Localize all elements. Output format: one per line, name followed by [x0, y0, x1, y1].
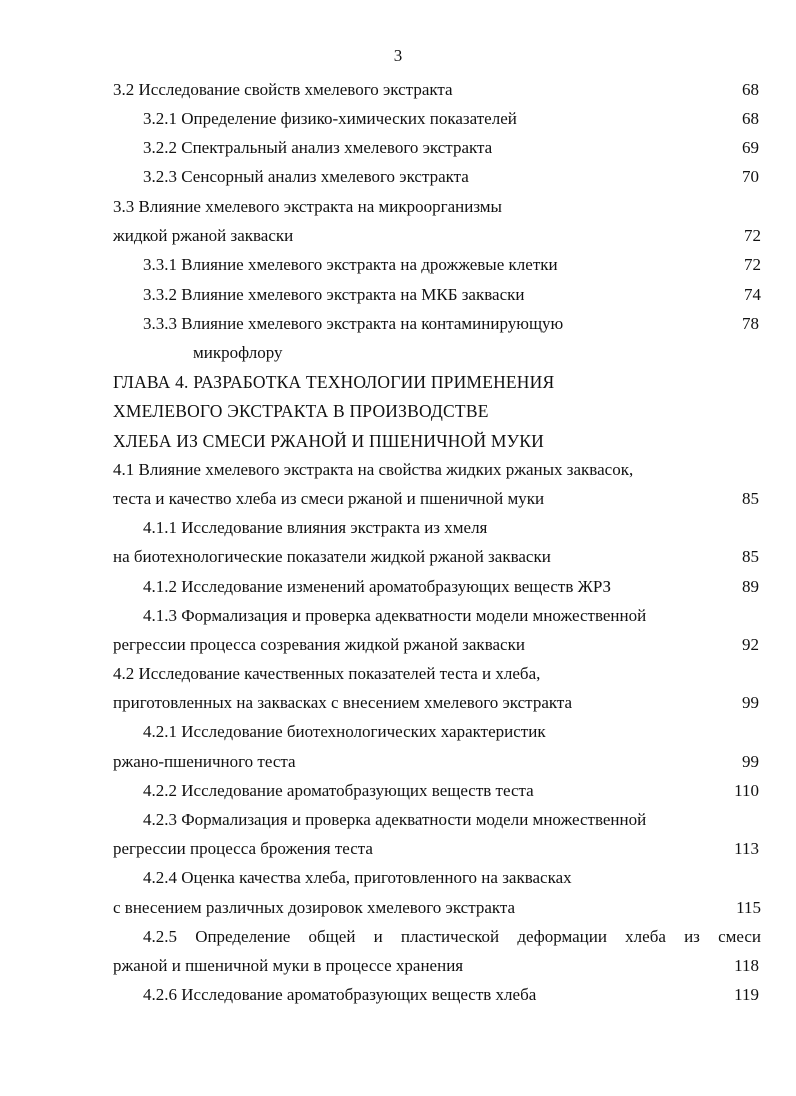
toc-page-3-2-1: 68: [742, 109, 759, 128]
toc-entry-4-1-2: 4.1.2 Исследование изменений ароматобразующих веществ ЖРЗ: [143, 577, 612, 596]
toc-entry-4-1: 4.1 Влияние хмелевого экстракта на свойства жидких ржаных заквасок,: [113, 460, 634, 479]
toc-page-3-2: 68: [742, 80, 759, 99]
toc-page-4-2-4: 115: [736, 898, 761, 917]
toc-page-4-1-2: 89: [742, 577, 759, 596]
toc-entry-4-2-5: 4.2.5 Определение общей и пластической деформации хлеба из смеси: [143, 927, 761, 946]
toc-entry-3-3-2: 3.3.2 Влияние хмелевого экстракта на МКБ закваски: [143, 285, 525, 304]
chapter-heading-line-2: ХМЕЛЕВОГО ЭКСТРАКТА В ПРОИЗВОДСТВЕ: [113, 401, 489, 421]
toc-entry-4-2-cont: приготовленных на заквасках с внесением хмелевого экстракта: [113, 693, 573, 712]
toc-entry-4-2-1-cont: ржано-пшеничного теста: [113, 752, 296, 771]
toc-entry-3-3: 3.3 Влияние хмелевого экстракта на микроорганизмы: [113, 197, 502, 216]
chapter-heading-line-1: ГЛАВА 4. РАЗРАБОТКА ТЕХНОЛОГИИ ПРИМЕНЕНИЯ: [113, 372, 555, 392]
toc-page-4-1-1: 85: [742, 547, 759, 566]
toc-entry-4-1-3: 4.1.3 Формализация и проверка адекватности модели множественной: [143, 606, 647, 625]
toc-entry-4-2-3: 4.2.3 Формализация и проверка адекватности модели множественной: [143, 810, 647, 829]
toc-entry-3-2: 3.2 Исследование свойств хмелевого экстракта: [113, 80, 453, 99]
toc-entry-3-3-cont: жидкой ржаной закваски: [113, 226, 294, 245]
toc-entry-4-1-3-cont: регрессии процесса созревания жидкой ржаной закваски: [113, 635, 525, 654]
toc-entry-4-2-1: 4.2.1 Исследование биотехнологических характеристик: [143, 722, 546, 741]
toc-page-3-2-2: 69: [742, 138, 759, 157]
toc-entry-4-2-4-cont: с внесением различных дозировок хмелевого экстракта: [113, 898, 516, 917]
toc-page-4-2-3: 113: [734, 839, 759, 858]
toc-page-3-3-1: 72: [744, 255, 761, 274]
toc-entry-4-2: 4.2 Исследование качественных показателей теста и хлеба,: [113, 664, 541, 683]
toc-page-3-3-2: 74: [744, 285, 761, 304]
toc-page-4-2-1: 99: [742, 752, 759, 771]
toc-entry-4-2-3-cont: регрессии процесса брожения теста: [113, 839, 373, 858]
toc-entry-3-3-1: 3.3.1 Влияние хмелевого экстракта на дрожжевые клетки: [143, 255, 558, 274]
chapter-heading-line-3: ХЛЕБА ИЗ СМЕСИ РЖАНОЙ И ПШЕНИЧНОЙ МУКИ: [113, 431, 544, 451]
toc-entry-3-2-2: 3.2.2 Спектральный анализ хмелевого экстракта: [143, 138, 493, 157]
toc-page-3-2-3: 70: [742, 167, 759, 186]
toc-entry-4-2-4: 4.2.4 Оценка качества хлеба, приготовленного на заквасках: [143, 868, 572, 887]
toc-entry-3-3-3: 3.3.3 Влияние хмелевого экстракта на контаминирующую: [143, 314, 564, 333]
toc-page-4-2-6: 119: [734, 985, 759, 1004]
toc-entry-4-2-6: 4.2.6 Исследование ароматобразующих веществ хлеба: [143, 985, 537, 1004]
toc-entry-3-2-1: 3.2.1 Определение физико-химических показателей: [143, 109, 517, 128]
toc-entry-4-1-1-cont: на биотехнологические показатели жидкой ржаной закваски: [113, 547, 551, 566]
toc-page-4-2: 99: [742, 693, 759, 712]
toc-entry-4-1-1: 4.1.1 Исследование влияния экстракта из хмеля: [143, 518, 488, 537]
page-number: 3: [393, 46, 403, 65]
toc-entry-4-2-2: 4.2.2 Исследование ароматобразующих веществ теста: [143, 781, 534, 800]
toc-page-4-2-2: 110: [734, 781, 759, 800]
toc-entry-3-3-3-cont: микрофлору: [193, 343, 283, 362]
toc-page-3-3-3: 78: [742, 314, 759, 333]
toc-entry-4-1-cont: теста и качество хлеба из смеси ржаной и пшеничной муки: [113, 489, 545, 508]
toc-page-4-1-3: 92: [742, 635, 759, 654]
toc-page-3-3: 72: [744, 226, 761, 245]
toc-entry-4-2-5-cont: ржаной и пшеничной муки в процессе хранения: [113, 956, 464, 975]
toc-page-4-1: 85: [742, 489, 759, 508]
toc-page-4-2-5: 118: [734, 956, 759, 975]
toc-entry-3-2-3: 3.2.3 Сенсорный анализ хмелевого экстракта: [143, 167, 469, 186]
